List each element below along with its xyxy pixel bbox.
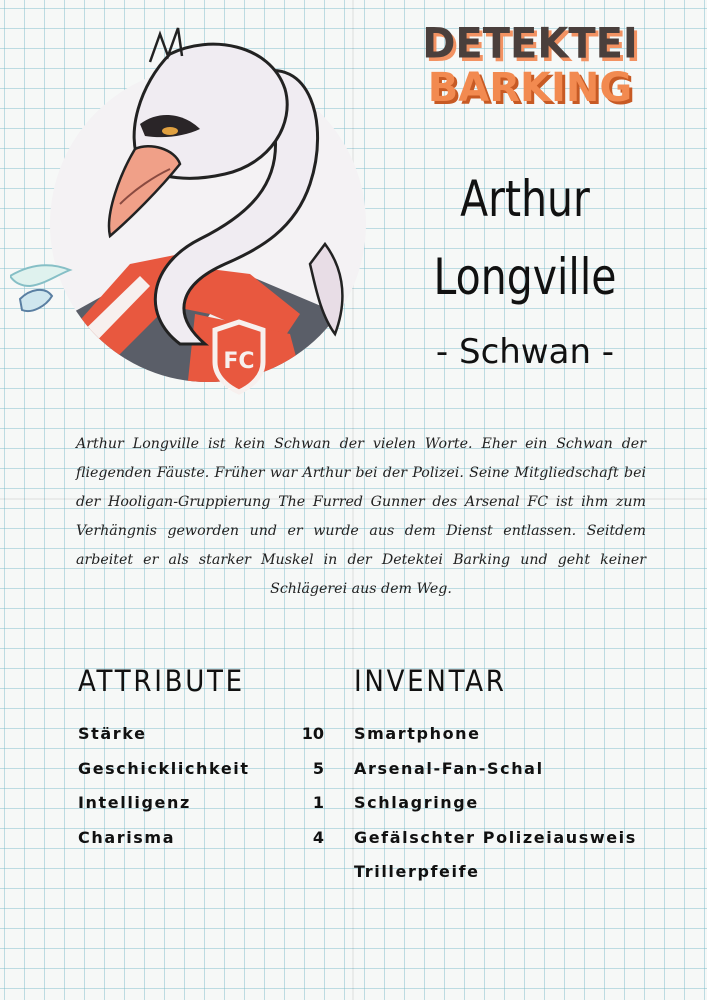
character-species: - Schwan - (435, 332, 615, 372)
attribute-row (78, 759, 326, 794)
attribute-row (78, 828, 326, 863)
inventory-item: Gefälschter Polizeiausweis (354, 827, 637, 847)
inventory-item: Trillerpfeife (354, 862, 480, 881)
inventory-item: Schlagringe (354, 793, 479, 812)
attribute-row (78, 724, 326, 759)
attribute-value: 5 (312, 758, 324, 778)
fc-badge-text: FC (223, 349, 255, 374)
attributes-list (78, 724, 326, 862)
inventory-list (354, 724, 694, 897)
inventory-heading: INVENTAR (354, 664, 507, 698)
attribute-label: Geschicklichkeit (78, 758, 250, 778)
attribute-value: 4 (312, 827, 324, 847)
fc-badge-icon (215, 322, 263, 392)
swan-portrait (10, 14, 370, 409)
character-first-name: Arthur (460, 170, 590, 228)
eye (162, 127, 178, 135)
attribute-value: 1 (312, 793, 324, 812)
character-description: Arthur Longville ist kein Schwan der vielen Worte. Eher ein Schwan der fliegenden Fäuste. Früher war Arthur bei der Polizei. Seine Mitgliedschaft bei der Hooligan-Gruppierung The Furred Gunner des Arsenal FC ist ihm zum Verhängnis geworden und er wurde aus dem Dienst entlassen. Seitdem arbeitet er als starker Muskel in der Detektei Barking und geht keiner Schlägerei aus dem Weg. (76, 436, 646, 597)
inventory-item: Arsenal-Fan-Schal (354, 758, 544, 778)
detektei-barking-logo (420, 19, 640, 111)
attribute-label: Charisma (78, 827, 176, 847)
attributes-heading: ATTRIBUTE (78, 664, 245, 698)
logo-line-2: BARKING (427, 65, 633, 111)
attribute-label: Stärke (78, 724, 147, 743)
character-last-name: Longville (433, 248, 617, 306)
character-name (418, 160, 631, 316)
inventory-item: Smartphone (354, 724, 481, 743)
attribute-value: 10 (301, 724, 324, 743)
attribute-label: Intelligenz (78, 793, 191, 812)
breath-puff-icon (10, 265, 70, 311)
logo-line-1: DETEKTEI (422, 19, 638, 69)
attribute-row (78, 793, 326, 828)
